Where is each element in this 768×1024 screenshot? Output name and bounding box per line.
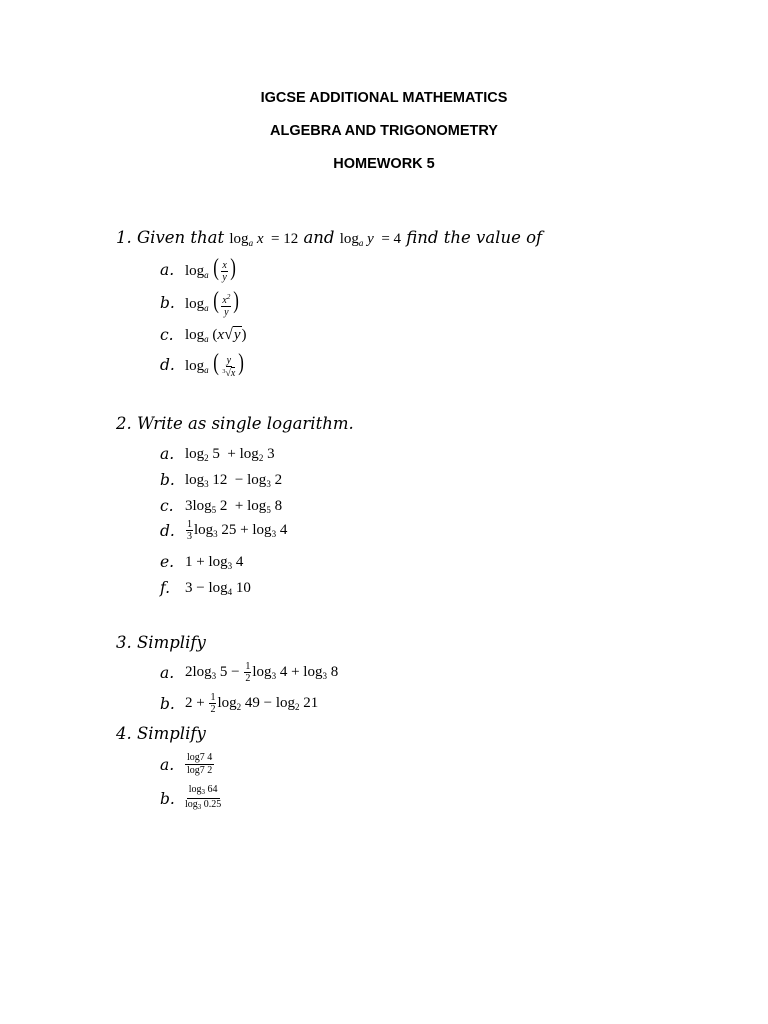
part-label: b. — [160, 789, 175, 808]
part-label: b. — [160, 294, 175, 313]
question-number: 2. — [116, 414, 132, 433]
question-3-heading — [116, 633, 206, 652]
part-label: a. — [160, 663, 175, 682]
q2-part-a — [160, 445, 275, 463]
math-expression: $\log_a$ ( $\frac{x^2}{y}$ ) — [185, 288, 240, 318]
math-expression: $\log_a$ ( $\frac{y}{^3√x}$ ) — [185, 350, 245, 379]
math-expression: $3 - \log_4 10$ — [185, 579, 251, 597]
q1-part-c — [160, 326, 247, 344]
math-expression: $\log_a y = 4$ — [339, 231, 402, 248]
question-text: Simplify — [137, 633, 206, 652]
q3-part-a — [160, 661, 338, 684]
q2-part-e — [160, 553, 243, 571]
q1-part-d — [160, 351, 245, 379]
question-number: 4. — [116, 724, 132, 743]
q3-part-b — [160, 692, 318, 715]
homework-number: HOMEWORK 5 — [333, 156, 435, 172]
q2-part-c — [160, 497, 282, 515]
q4-part-b — [160, 784, 221, 813]
q1-part-a — [160, 256, 237, 283]
q2-part-f — [160, 579, 251, 597]
math-expression: $\log_2 5 + \log_2 3$ — [185, 445, 275, 463]
part-label: f. — [160, 579, 171, 597]
math-expression: $\frac{1}{3}$ $\log_3 25 + \log_3 4$ — [187, 519, 288, 542]
question-text: and — [303, 228, 335, 247]
question-number: 3. — [116, 633, 132, 652]
math-expression: $2\log_3$ 5 − $\frac{1}{2}$ $\log_3 4 + \log_3 8$ — [185, 661, 339, 684]
part-label: b. — [160, 694, 175, 713]
q1-part-b — [160, 289, 240, 318]
question-text: Write as single logarithm. — [137, 414, 354, 433]
math-expression: $\frac{\log 7 4}{\log 7 2}$ — [187, 752, 213, 776]
math-expression: $\log_3 12 - \log_3 2$ — [185, 471, 283, 489]
math-expression: $\frac{\log_3 64}{\log_3 0.25}$ — [185, 784, 222, 811]
question-text: Simplify — [137, 724, 206, 743]
part-label: a. — [160, 755, 175, 774]
part-label: a. — [160, 260, 175, 279]
question-text: Given that — [137, 228, 225, 247]
math-expression: $\log_a x = 12$ — [229, 231, 299, 248]
part-label: a. — [160, 445, 175, 463]
math-expression: $\log_a (x√y)$ — [185, 326, 247, 344]
math-expression: $3\log_5$ $2 + \log_5 8$ — [185, 497, 283, 515]
math-expression: $\log_a$ ( $\frac{x}{y}$ ) — [185, 255, 236, 284]
part-label: d. — [160, 521, 175, 540]
math-expression: 2 + $\frac{1}{2}$ $\log_2 49 - \log_2 21$ — [185, 692, 319, 715]
part-label: c. — [160, 326, 174, 344]
document-title: IGCSE ADDITIONAL MATHEMATICS — [260, 90, 508, 106]
part-label: e. — [160, 553, 175, 571]
question-number: 1. — [116, 228, 132, 247]
q4-part-a — [160, 752, 214, 777]
q2-part-d — [160, 519, 287, 542]
part-label: c. — [160, 497, 174, 515]
document-subtitle: ALGEBRA AND TRIGONOMETRY — [270, 123, 498, 139]
question-4-heading — [116, 724, 206, 743]
part-label: d. — [160, 355, 175, 374]
math-expression: $1 + \log_3 4$ — [185, 553, 244, 571]
question-1-heading — [116, 228, 542, 248]
question-2-heading — [116, 414, 354, 433]
q2-part-b — [160, 471, 282, 489]
part-label: b. — [160, 471, 175, 489]
question-text: find the value of — [406, 228, 543, 247]
